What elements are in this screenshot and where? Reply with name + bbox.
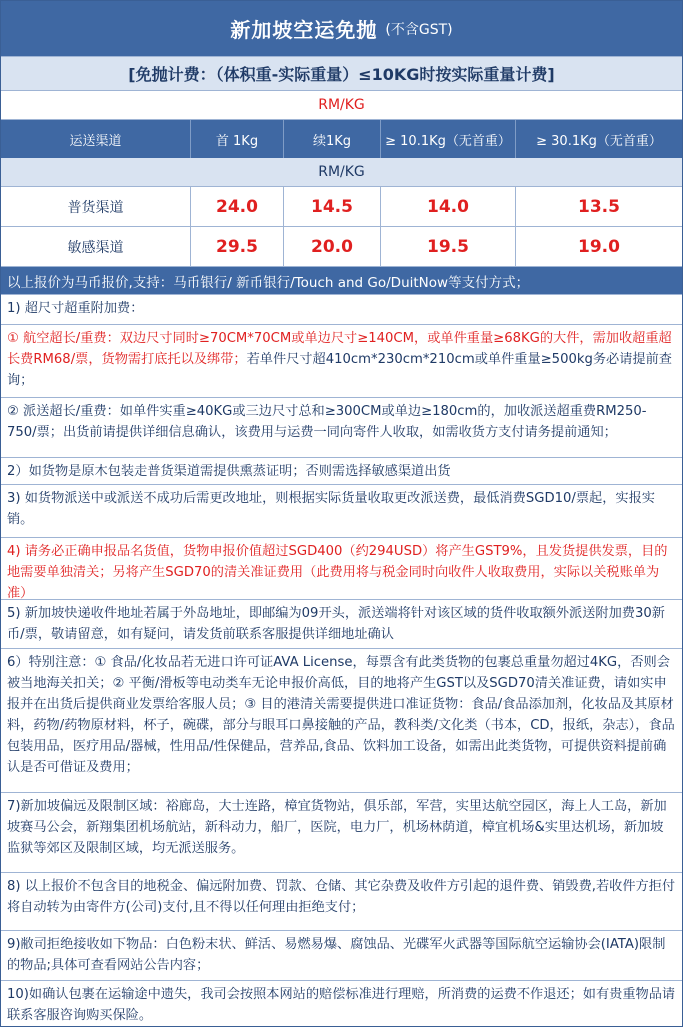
note-special-attention: 6）特别注意：① 食品/化妆品若无进口许可证AVA License，每票含有此类货物的包裹总重量勿超过4KG，否则会被当地海关扣关；② 平衡/滑板等电动类车无论申报价高低，目的地将产生GST以及SGD70清关准证费，请如实申报并在出货后提供商业发票给客服人员；③ 目的港清关需要提供进口准证货物：食品/食品添加剂，化妆品及其原材料，药物/药物原材料，杯子，碗碟，部分与眼耳口鼻接触的产品，教科类/文化类（书本，CD，报纸，杂志），食品包装用品，医疗用品/器械，性用品/性保健品，营养品,食品、饮料加工设备，如需出此类货物，可提供资料提前确认是否可借证及费用； <box>1 648 682 792</box>
unit-label-top: RM/KG <box>1 91 682 120</box>
table-row <box>1 187 682 227</box>
note-outer-island: 5) 新加坡快递收件地址若属于外岛地址，即邮编为09开头，派送端将针对该区域的货件收取额外派送附加费30新币/票，敬请留意，如有疑问，请发货前联系客服提供详细地址确认 <box>1 599 682 648</box>
note-fumigation: 2）如货物是原木包装走普货渠道需提供熏蒸证明；否则需选择敏感渠道出货 <box>1 457 682 484</box>
price-cell: 14.5 <box>284 187 381 226</box>
title-bar <box>1 1 682 56</box>
header-10kg-tier: ≥ 10.1Kg（无首重） <box>381 120 516 158</box>
price-cell: 19.0 <box>578 236 620 257</box>
price-cell: 19.5 <box>381 227 516 266</box>
note-air-oversize-red: ① 航空超长/重费：双边尺寸同时≥70CM*70CM或单边尺寸≥140CM，或单件重量≥68KG的大件，需加收超重超长费RM68/票，货物需打底托以及绑带； <box>7 331 672 367</box>
note-prohibited-items: 9)敝司拒绝接收如下物品：白色粉末状、鲜活、易燃易爆、腐蚀品、光碟军火武器等国际航空运输协会(IATA)限制的物品;具体可查看网站公告内容； <box>1 930 682 980</box>
header-additional-kg: 续1Kg <box>284 120 381 158</box>
note-air-oversize-rest: 若单件尺寸超410cm*230cm*210cm或单件重量≥500kg务必请提前查询； <box>7 352 672 388</box>
note-address-change: 3) 如货物派送中或派送不成功后需更改地址，则根据实际货量收取更改派送费，最低消费SGD10/票起，实报实销。 <box>1 484 682 537</box>
price-cell: 14.0 <box>381 187 516 226</box>
price-cell: 13.5 <box>578 196 620 217</box>
note-exclusions: 8) 以上报价不包含目的地税金、偏远附加费、罚款、仓储、其它杂费及收件方引起的退件费、销毁费,若收件方拒付将自动转为由寄件方(公司)支付,且不得以任何理由拒绝支付； <box>1 872 682 930</box>
payment-methods: 以上报价为马币报价,支持：马币银行/ 新币银行/Touch and Go/DuitNow等支付方式； <box>1 267 682 294</box>
header-channel: 运送渠道 <box>1 120 191 158</box>
note-loss-compensation: 10)如确认包裹在运输途中遗失，我司会按照本网站的赔偿标准进行理赔，所消费的运费不作退还；如有贵重物品请联系客服咨询购买保险。 <box>1 980 682 1026</box>
price-cell: 20.0 <box>284 227 381 266</box>
billing-formula: [免抛计费：（体积重-实际重量）≤10KG时按实际重量计费] <box>1 56 682 91</box>
note-declaration <box>1 537 682 599</box>
header-first-kg: 首 1Kg <box>191 120 284 158</box>
note-declaration-text: 4) 请务必正确申报品名货值，货物申报价值超过SGD400（约294USD）将产生GST9%，且发货提供发票，目的地需要单独清关；另将产生SGD70的清关准证费用（此费用将与税金同时向收件人收取费用，实际以关税账单为准） <box>7 544 668 601</box>
unit-label-table: RM/KG <box>1 158 682 187</box>
note-delivery-oversize: ② 派送超长/重费：如单件实重≥40KG或三边尺寸总和≥300CM或单边≥180cm的，加收派送超重费RM250-750/票；出货前请提供详细信息确认，该费用与运费一同向寄件人收取，如需收货方支付请务提前通知； <box>1 397 682 457</box>
price-cell: 29.5 <box>191 227 284 266</box>
page-title: 新加坡空运免抛 <box>230 18 378 42</box>
table-row <box>1 227 682 267</box>
note-oversize-heading: 1) 超尺寸超重附加费： <box>1 294 682 324</box>
note-air-oversize <box>1 324 682 397</box>
channel-name: 敏感渠道 <box>1 227 191 266</box>
table-header-row <box>1 120 682 158</box>
page-title-suffix: (不含GST) <box>385 21 453 38</box>
note-restricted-areas: 7)新加坡偏远及限制区域：裕廊岛，大士连路，樟宜货物站，俱乐部，军营，实里达航空园区，海上人工岛，新加坡赛马公会，新翔集团机场航站，新科动力，船厂，医院，电力厂，机场林荫道，樟宜机场&实里达机场，新加坡监狱等郊区及限制区域，均无派送服务。 <box>1 792 682 872</box>
price-cell: 24.0 <box>191 187 284 226</box>
header-30kg-tier: ≥ 30.1Kg（无首重） <box>536 133 662 149</box>
channel-name: 普货渠道 <box>1 187 191 226</box>
